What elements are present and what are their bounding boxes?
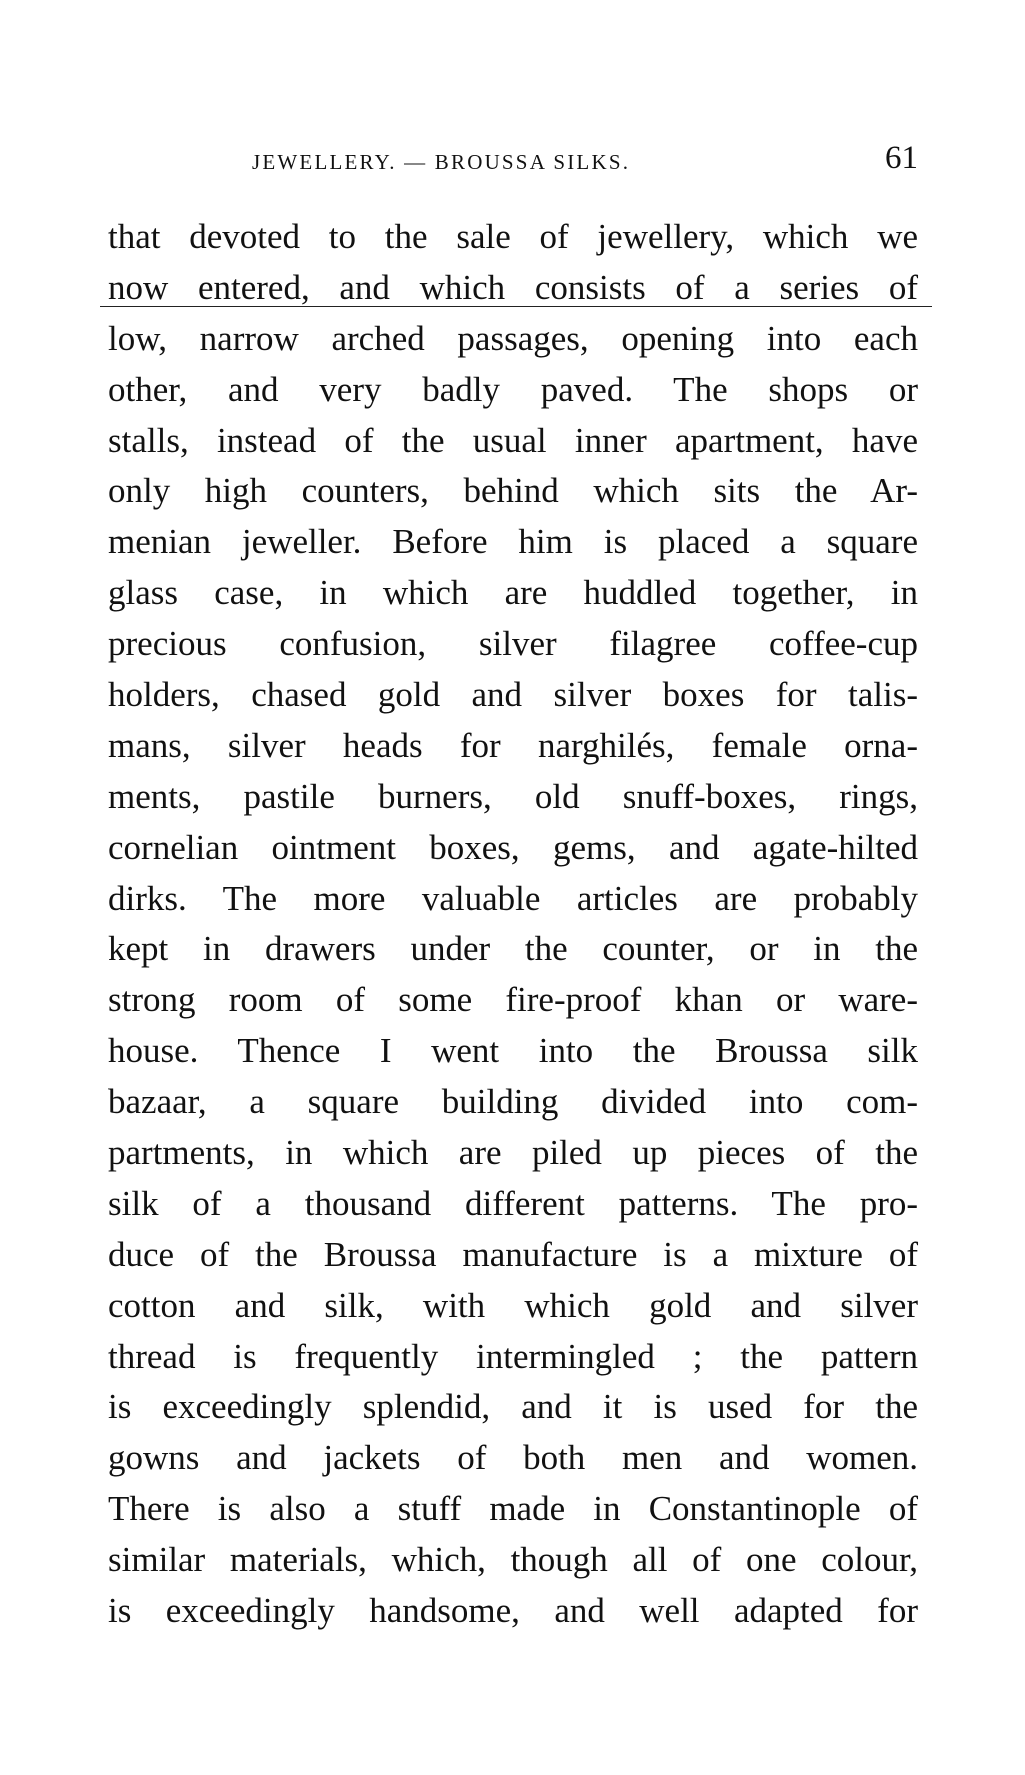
text-line xyxy=(108,721,918,772)
text-line-content: strong room of some fire-proof khan or ware- xyxy=(108,980,918,1020)
text-line xyxy=(108,1332,918,1383)
running-title: JEWELLERY. — BROUSSA SILKS. xyxy=(252,150,631,174)
text-line xyxy=(108,568,918,619)
text-line-content: that devoted to the sale of jewellery, which we xyxy=(108,217,918,256)
text-line xyxy=(108,1230,918,1281)
text-line xyxy=(108,924,918,975)
text-line-content: holders, chased gold and silver boxes for talis- xyxy=(108,675,918,715)
text-line xyxy=(108,772,918,823)
text-line-content: cornelian ointment boxes, gems, and agate-hilted xyxy=(108,827,918,867)
text-line xyxy=(108,263,918,314)
text-line-content: only high counters, behind which sits the Ar- xyxy=(108,471,918,511)
text-line xyxy=(108,466,918,517)
text-line-content: gowns and jackets of both men and women. xyxy=(108,1438,918,1478)
text-line-content: kept in drawers under the counter, or in the xyxy=(108,929,918,969)
text-line xyxy=(108,823,918,874)
text-line-content: house. Thence I went into the Broussa silk xyxy=(108,1031,918,1071)
text-line-content: stalls, instead of the usual inner apartment, have xyxy=(108,420,918,460)
text-line-content: precious confusion, silver filagree coffee-cup xyxy=(108,624,918,664)
text-line-content: ments, pastile burners, old snuff-boxes, rings, xyxy=(108,776,918,816)
text-line xyxy=(108,1128,918,1179)
text-line-content: is exceedingly handsome, and well adapted for xyxy=(108,1591,918,1631)
text-line-content: now entered, and which consists of a series of xyxy=(108,267,918,307)
body-text xyxy=(108,212,918,1637)
text-line xyxy=(108,212,918,263)
text-line-content: bazaar, a square building divided into com- xyxy=(108,1082,918,1122)
text-line xyxy=(108,619,918,670)
text-line xyxy=(108,1382,918,1433)
text-line xyxy=(108,314,918,365)
text-line-content: dirks. The more valuable articles are probably xyxy=(108,878,918,918)
underline-mark xyxy=(100,306,932,307)
text-line xyxy=(108,365,918,416)
text-line xyxy=(108,874,918,925)
text-line xyxy=(108,670,918,721)
text-line-content: other, and very badly paved. The shops or xyxy=(108,369,918,409)
text-line-content: cotton and silk, with which gold and silver xyxy=(108,1285,918,1325)
text-line xyxy=(108,416,918,467)
text-line xyxy=(108,1433,918,1484)
text-line xyxy=(108,1535,918,1586)
text-line xyxy=(108,1026,918,1077)
text-line xyxy=(108,975,918,1026)
text-line-content: silk of a thousand different patterns. The pro- xyxy=(108,1183,918,1223)
text-line xyxy=(108,1077,918,1128)
text-line-content: duce of the Broussa manufacture is a mixture of xyxy=(108,1234,918,1274)
text-line-content: partments, in which are piled up pieces of the xyxy=(108,1133,918,1173)
page-header xyxy=(252,140,918,178)
text-line-content: low, narrow arched passages, opening into each xyxy=(108,318,918,358)
page-number: 61 xyxy=(885,140,918,176)
text-line-content: glass case, in which are huddled together, in xyxy=(108,573,918,613)
text-line xyxy=(108,1586,918,1637)
text-line xyxy=(108,517,918,568)
text-line xyxy=(108,1281,918,1332)
text-line xyxy=(108,1484,918,1535)
text-line-content: There is also a stuff made in Constantinople of xyxy=(108,1489,918,1529)
text-line-content: menian jeweller. Before him is placed a square xyxy=(108,522,918,562)
text-line-content: is exceedingly splendid, and it is used for the xyxy=(108,1387,918,1427)
text-line-content: thread is frequently intermingled ; the pattern xyxy=(108,1336,918,1376)
text-line-content: similar materials, which, though all of one colour, xyxy=(108,1540,918,1580)
text-line-content: mans, silver heads for narghilés, female orna- xyxy=(108,725,918,765)
text-line xyxy=(108,1179,918,1230)
